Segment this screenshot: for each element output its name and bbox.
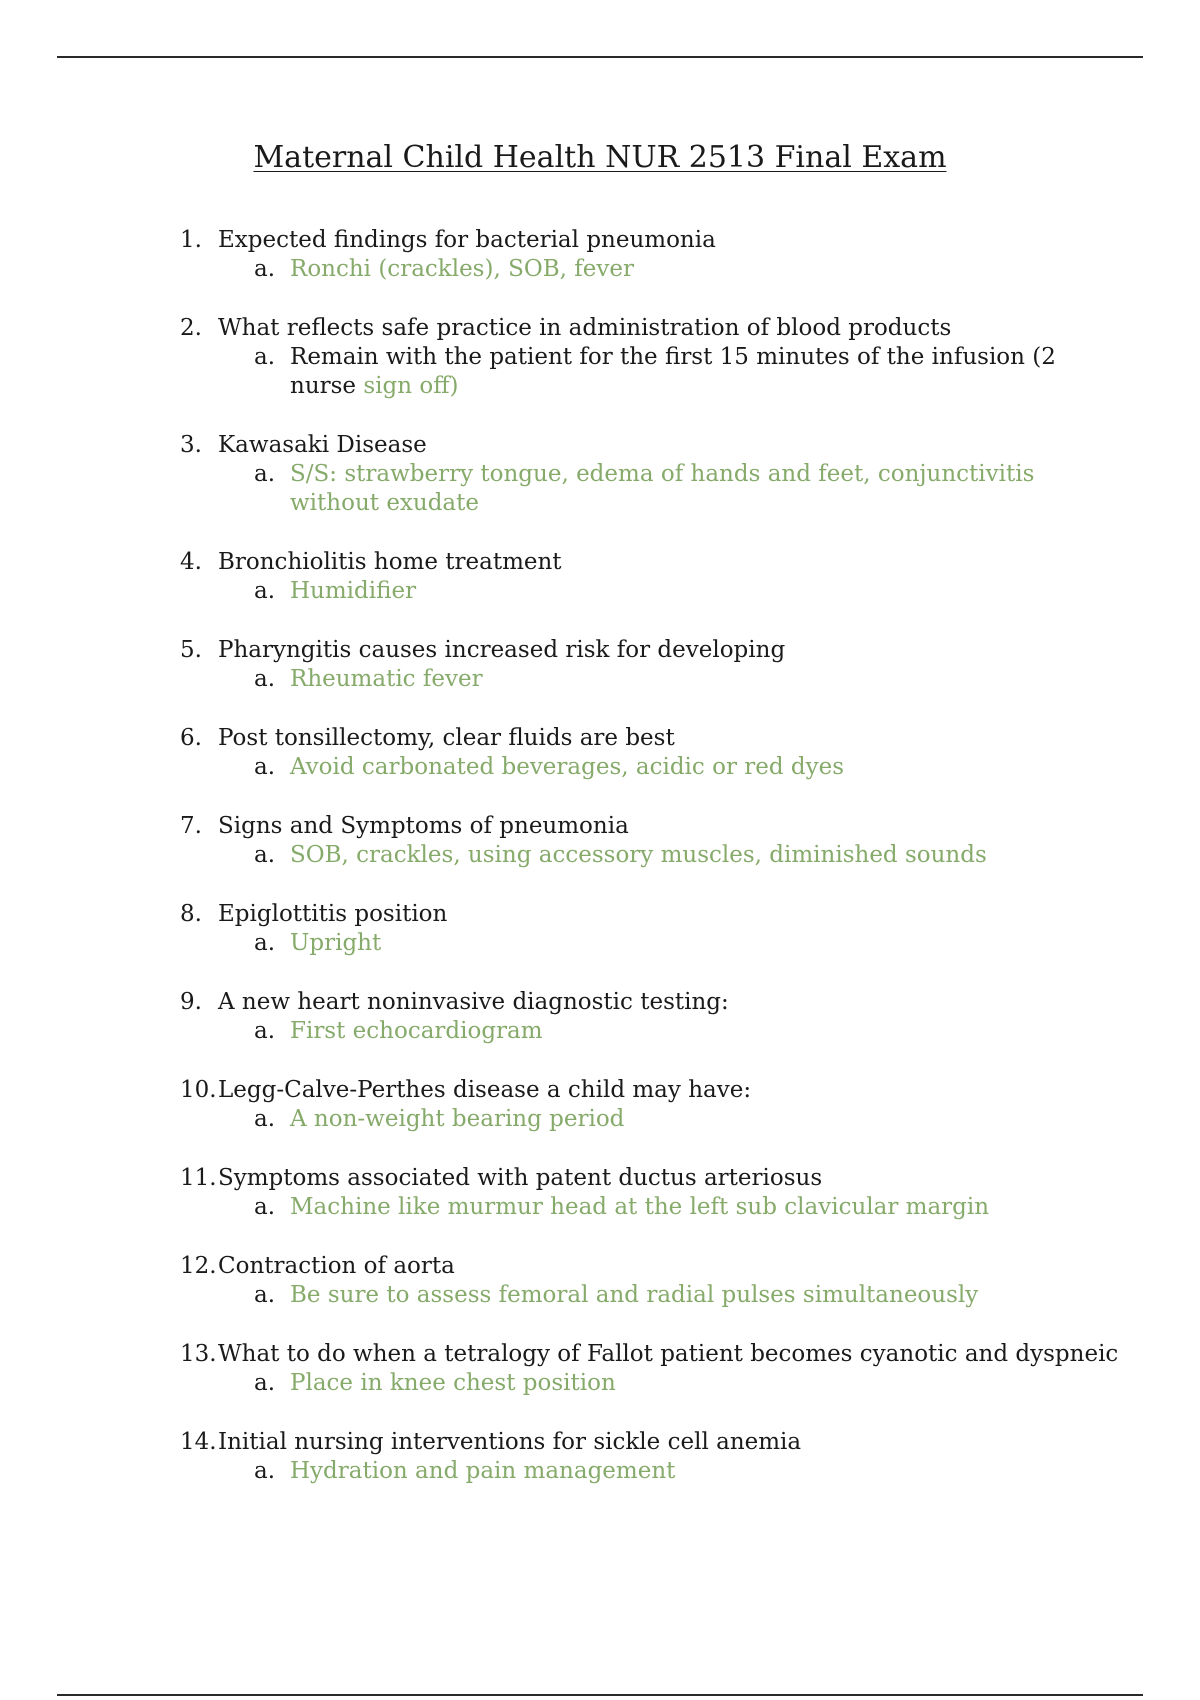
answer-letter: a. bbox=[254, 1106, 276, 1132]
question-item bbox=[0, 1340, 1200, 1398]
question-number: 5. bbox=[180, 637, 202, 663]
answer-text: Humidifier bbox=[290, 578, 417, 604]
question-item bbox=[0, 226, 1200, 284]
question-item bbox=[0, 1164, 1200, 1222]
question-text: Pharyngitis causes increased risk for developing bbox=[218, 637, 786, 663]
answer-letter: a. bbox=[254, 754, 276, 780]
answer-text: Upright bbox=[290, 930, 382, 956]
question-list bbox=[0, 226, 1200, 1516]
question-item bbox=[0, 724, 1200, 782]
question-number: 4. bbox=[180, 549, 202, 575]
question-text: What reflects safe practice in administration of blood products bbox=[218, 315, 952, 341]
answer-text: Be sure to assess femoral and radial pulses simultaneously bbox=[290, 1282, 979, 1308]
question-text: Signs and Symptoms of pneumonia bbox=[218, 813, 629, 839]
question-item bbox=[0, 548, 1200, 606]
answer-text: SOB, crackles, using accessory muscles, diminished sounds bbox=[290, 842, 987, 868]
question-text: A new heart noninvasive diagnostic testing: bbox=[218, 989, 729, 1015]
answer-text-dark: Remain with the patient for the first 15 minutes of the infusion (2 nurse bbox=[290, 344, 1056, 399]
question-number: 1. bbox=[180, 227, 202, 253]
answer-letter: a. bbox=[254, 930, 276, 956]
answer-letter: a. bbox=[254, 666, 276, 692]
answer-letter: a. bbox=[254, 461, 276, 487]
question-text: Bronchiolitis home treatment bbox=[218, 549, 562, 575]
answer-letter: a. bbox=[254, 1458, 276, 1484]
answer-text: Hydration and pain management bbox=[290, 1458, 676, 1484]
question-item bbox=[0, 900, 1200, 958]
question-text: What to do when a tetralogy of Fallot patient becomes cyanotic and dyspneic bbox=[218, 1341, 1119, 1367]
answer-text-green: sign off) bbox=[363, 373, 459, 399]
page-title: Maternal Child Health NUR 2513 Final Exam bbox=[253, 140, 947, 175]
bottom-rule bbox=[57, 1694, 1143, 1696]
question-text: Epiglottitis position bbox=[218, 901, 448, 927]
answer-letter: a. bbox=[254, 1194, 276, 1220]
top-rule bbox=[57, 56, 1143, 58]
answer-letter: a. bbox=[254, 256, 276, 282]
question-item bbox=[0, 1428, 1200, 1486]
question-item bbox=[0, 1076, 1200, 1134]
answer-text: Machine like murmur head at the left sub clavicular margin bbox=[290, 1194, 990, 1220]
question-text: Post tonsillectomy, clear fluids are best bbox=[218, 725, 675, 751]
answer-text: S/S: strawberry tongue, edema of hands and feet, conjunctivitis without exudate bbox=[290, 461, 1035, 516]
question-text: Expected findings for bacterial pneumonia bbox=[218, 227, 716, 253]
answer-letter: a. bbox=[254, 344, 276, 370]
question-number: 6. bbox=[180, 725, 202, 751]
answer-text: Rheumatic fever bbox=[290, 666, 483, 692]
question-item bbox=[0, 636, 1200, 694]
answer-text: Place in knee chest position bbox=[290, 1370, 616, 1396]
answer-text: First echocardiogram bbox=[290, 1018, 543, 1044]
question-item bbox=[0, 988, 1200, 1046]
answer-text: A non-weight bearing period bbox=[290, 1106, 625, 1132]
answer-letter: a. bbox=[254, 578, 276, 604]
question-number: 12. bbox=[180, 1253, 217, 1279]
question-number: 10. bbox=[180, 1077, 217, 1103]
question-number: 14. bbox=[180, 1429, 217, 1455]
question-number: 13. bbox=[180, 1341, 217, 1367]
answer-text bbox=[290, 343, 1100, 401]
answer-text: Avoid carbonated beverages, acidic or red dyes bbox=[290, 754, 845, 780]
answer-letter: a. bbox=[254, 1018, 276, 1044]
question-item bbox=[0, 812, 1200, 870]
question-text: Kawasaki Disease bbox=[218, 432, 427, 458]
question-text: Legg-Calve-Perthes disease a child may have: bbox=[218, 1077, 752, 1103]
question-text: Initial nursing interventions for sickle cell anemia bbox=[218, 1429, 802, 1455]
question-item bbox=[0, 314, 1200, 401]
answer-letter: a. bbox=[254, 1282, 276, 1308]
question-number: 3. bbox=[180, 432, 202, 458]
question-item bbox=[0, 1252, 1200, 1310]
question-number: 2. bbox=[180, 315, 202, 341]
answer-text: Ronchi (crackles), SOB, fever bbox=[290, 256, 634, 282]
question-item bbox=[0, 431, 1200, 518]
question-text: Symptoms associated with patent ductus arteriosus bbox=[218, 1165, 823, 1191]
question-text: Contraction of aorta bbox=[218, 1253, 455, 1279]
answer-letter: a. bbox=[254, 1370, 276, 1396]
answer-letter: a. bbox=[254, 842, 276, 868]
question-number: 8. bbox=[180, 901, 202, 927]
question-number: 7. bbox=[180, 813, 202, 839]
question-number: 11. bbox=[180, 1165, 217, 1191]
question-number: 9. bbox=[180, 989, 202, 1015]
